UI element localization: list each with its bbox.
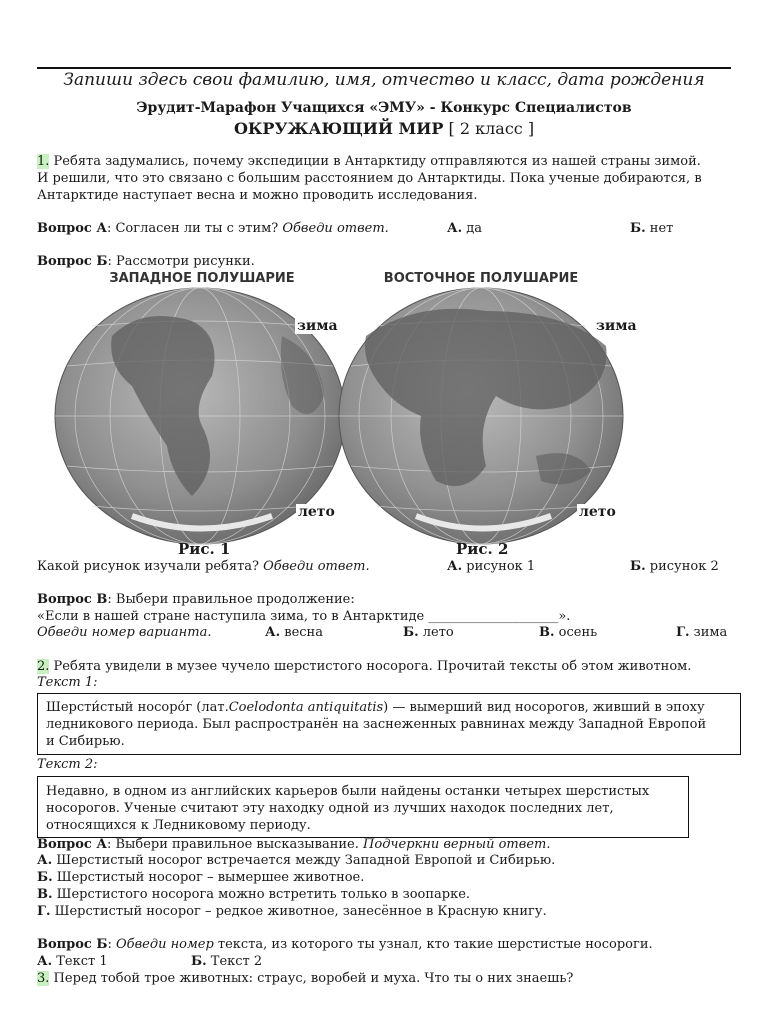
option-letter: Б. <box>191 954 207 969</box>
fig2-caption: Рис. 2 <box>456 540 509 558</box>
q2a-instr: Подчеркни верный ответ. <box>363 837 551 852</box>
east-winter-label: зима <box>596 318 637 334</box>
option-text: Шерстистого носорога можно встретить только в зоопарке. <box>56 887 471 902</box>
q2a-label: Вопрос А <box>37 837 107 852</box>
q1v-question <box>37 592 355 607</box>
option-letter: А. <box>265 625 281 640</box>
q1v-option-b[interactable] <box>403 625 454 640</box>
q1v-option-v[interactable] <box>539 625 597 640</box>
option-text: весна <box>284 625 323 640</box>
q2b-label: Вопрос Б <box>37 937 108 952</box>
q1a-question <box>37 221 389 236</box>
q3-intro-text: Перед тобой трое животных: страус, воробей и муха. Что ты о них знаешь? <box>53 971 574 986</box>
text2-line-2: носорогов. Ученые считают эту находку одной из лучших находок последних лет, <box>46 801 614 816</box>
option-letter: А. <box>37 853 53 868</box>
text2-label: Текст 2: <box>37 757 98 772</box>
q1b-label: Вопрос Б <box>37 254 108 269</box>
option-text: осень <box>558 625 598 640</box>
q1a-option-a[interactable] <box>447 221 482 236</box>
q1a-text: : Согласен ли ты с этим? <box>106 221 279 236</box>
q2b-text: текста, из которого ты узнал, кто такие шерстистые носороги. <box>217 937 653 952</box>
option-letter: Б. <box>37 870 53 885</box>
grade: [ 2 класс ] <box>448 119 535 138</box>
q2a-text: : Выбери правильное высказывание. <box>106 837 359 852</box>
q2-number: 2. <box>37 659 50 674</box>
q1-intro-line-2: И решили, что это связано с большим расстоянием до Антарктиды. Пока ученые добираются, в <box>37 171 702 186</box>
q3-intro <box>37 971 573 986</box>
q2a-option-a[interactable] <box>37 853 555 868</box>
q2b-instr: Обведи номер <box>116 937 214 952</box>
q1b-text: : Рассмотри рисунки. <box>107 254 255 269</box>
fig1-caption: Рис. 1 <box>178 540 231 558</box>
name-prompt: Запиши здесь свои фамилию, имя, отчество и класс, дата рождения <box>63 70 705 90</box>
q1b-followup-text: Какой рисунок изучали ребята? <box>37 559 259 574</box>
q1b-option-a[interactable] <box>447 559 535 574</box>
west-summer-label: лето <box>298 504 335 520</box>
text1-label: Текст 1: <box>37 675 98 690</box>
west-winter-label: зима <box>297 318 338 334</box>
event-title: Эрудит-Марафон Учащихся «ЭМУ» - Конкурс Специалистов <box>136 100 632 116</box>
q1b-followup <box>37 559 370 574</box>
text1-line-1a: Шерсти́стый носоро́г (лат. <box>46 700 229 715</box>
option-text: зима <box>693 625 728 640</box>
option-text: Шерстистый носорог – вымершее животное. <box>56 870 365 885</box>
q3-number: 3. <box>37 971 50 986</box>
east-summer-label: лето <box>579 504 616 520</box>
q2a-option-g[interactable] <box>37 904 547 919</box>
option-letter: А. <box>447 221 463 236</box>
option-letter: Б. <box>630 559 646 574</box>
text1-latin: Coelodonta antiquitatis <box>228 700 384 715</box>
q2b-option-a[interactable] <box>37 954 108 969</box>
text1-line-1 <box>46 700 705 715</box>
west-title: ЗАПАДНОЕ ПОЛУШАРИЕ <box>109 271 295 286</box>
option-letter: В. <box>539 625 555 640</box>
option-letter: Б. <box>403 625 419 640</box>
option-text: Шерстистый носорог – редкое животное, занесённое в Красную книгу. <box>54 904 547 919</box>
text1-line-3: и Сибирью. <box>46 734 125 749</box>
q1-intro-line-1 <box>37 154 701 169</box>
q1a-instr: Обведи ответ. <box>282 221 389 236</box>
option-letter: Б. <box>630 221 646 236</box>
q1-intro-line-3: Антарктиде наступает весна и можно проводить исследования. <box>37 188 478 203</box>
q2a-question <box>37 837 550 852</box>
subject-title <box>0 119 768 138</box>
q1a-option-b[interactable] <box>630 221 673 236</box>
option-text: Текст 1 <box>56 954 108 969</box>
q1v-instr: Обведи номер варианта. <box>37 625 212 640</box>
q1b-option-b[interactable] <box>630 559 719 574</box>
header-rule <box>37 67 731 69</box>
q1v-sentence: «Если в нашей стране наступила зима, то в Антарктиде ____________________». <box>37 609 571 624</box>
q1v-label: Вопрос В <box>37 592 108 607</box>
text2-line-1: Недавно, в одном из английских карьеров были найдены останки четырех шерстистых <box>46 784 650 799</box>
option-text: рисунок 1 <box>466 559 536 574</box>
option-text: нет <box>649 221 674 236</box>
option-text: лето <box>422 625 454 640</box>
q1v-option-a[interactable] <box>265 625 323 640</box>
q2-intro-text: Ребята увидели в музее чучело шерстистого носорога. Прочитай тексты об этом животном. <box>53 659 692 674</box>
text1-line-1b: ) — вымерший вид носорогов, живший в эпоху <box>383 700 705 715</box>
q2-intro <box>37 659 691 674</box>
option-text: Текст 2 <box>210 954 263 969</box>
subject-name: ОКРУЖАЮЩИЙ МИР <box>233 119 444 138</box>
option-letter: В. <box>37 887 53 902</box>
option-letter: А. <box>447 559 463 574</box>
q1-intro-text-1: Ребята задумались, почему экспедиции в Антарктиду отправляются из нашей страны зимой. <box>53 154 701 169</box>
q2b-option-b[interactable] <box>191 954 262 969</box>
option-letter: Г. <box>37 904 51 919</box>
option-letter: А. <box>37 954 53 969</box>
q1-number: 1. <box>37 154 50 169</box>
q2a-option-b[interactable] <box>37 870 364 885</box>
q1a-label: Вопрос А <box>37 221 107 236</box>
q2a-option-v[interactable] <box>37 887 470 902</box>
q1v-text: : Выбери правильное продолжение: <box>107 592 355 607</box>
q2b-question: Вопрос Б: Обведи номер текста, из которого ты узнал, кто такие шерстистые носороги. <box>37 937 653 952</box>
option-letter: Г. <box>676 625 690 640</box>
option-text: рисунок 2 <box>649 559 719 574</box>
option-text: да <box>466 221 483 236</box>
east-title: ВОСТОЧНОЕ ПОЛУШАРИЕ <box>383 271 579 286</box>
text1-line-2: ледникового периода. Был распространён на заснеженных равнинах между Западной Европой <box>46 717 707 732</box>
text2-line-3: относящихся к Ледниковому периоду. <box>46 818 311 833</box>
option-text: Шерстистый носорог встречается между Западной Европой и Сибирью. <box>56 853 556 868</box>
q1b-instr: Обведи ответ. <box>263 559 370 574</box>
q1v-option-g[interactable] <box>676 625 727 640</box>
